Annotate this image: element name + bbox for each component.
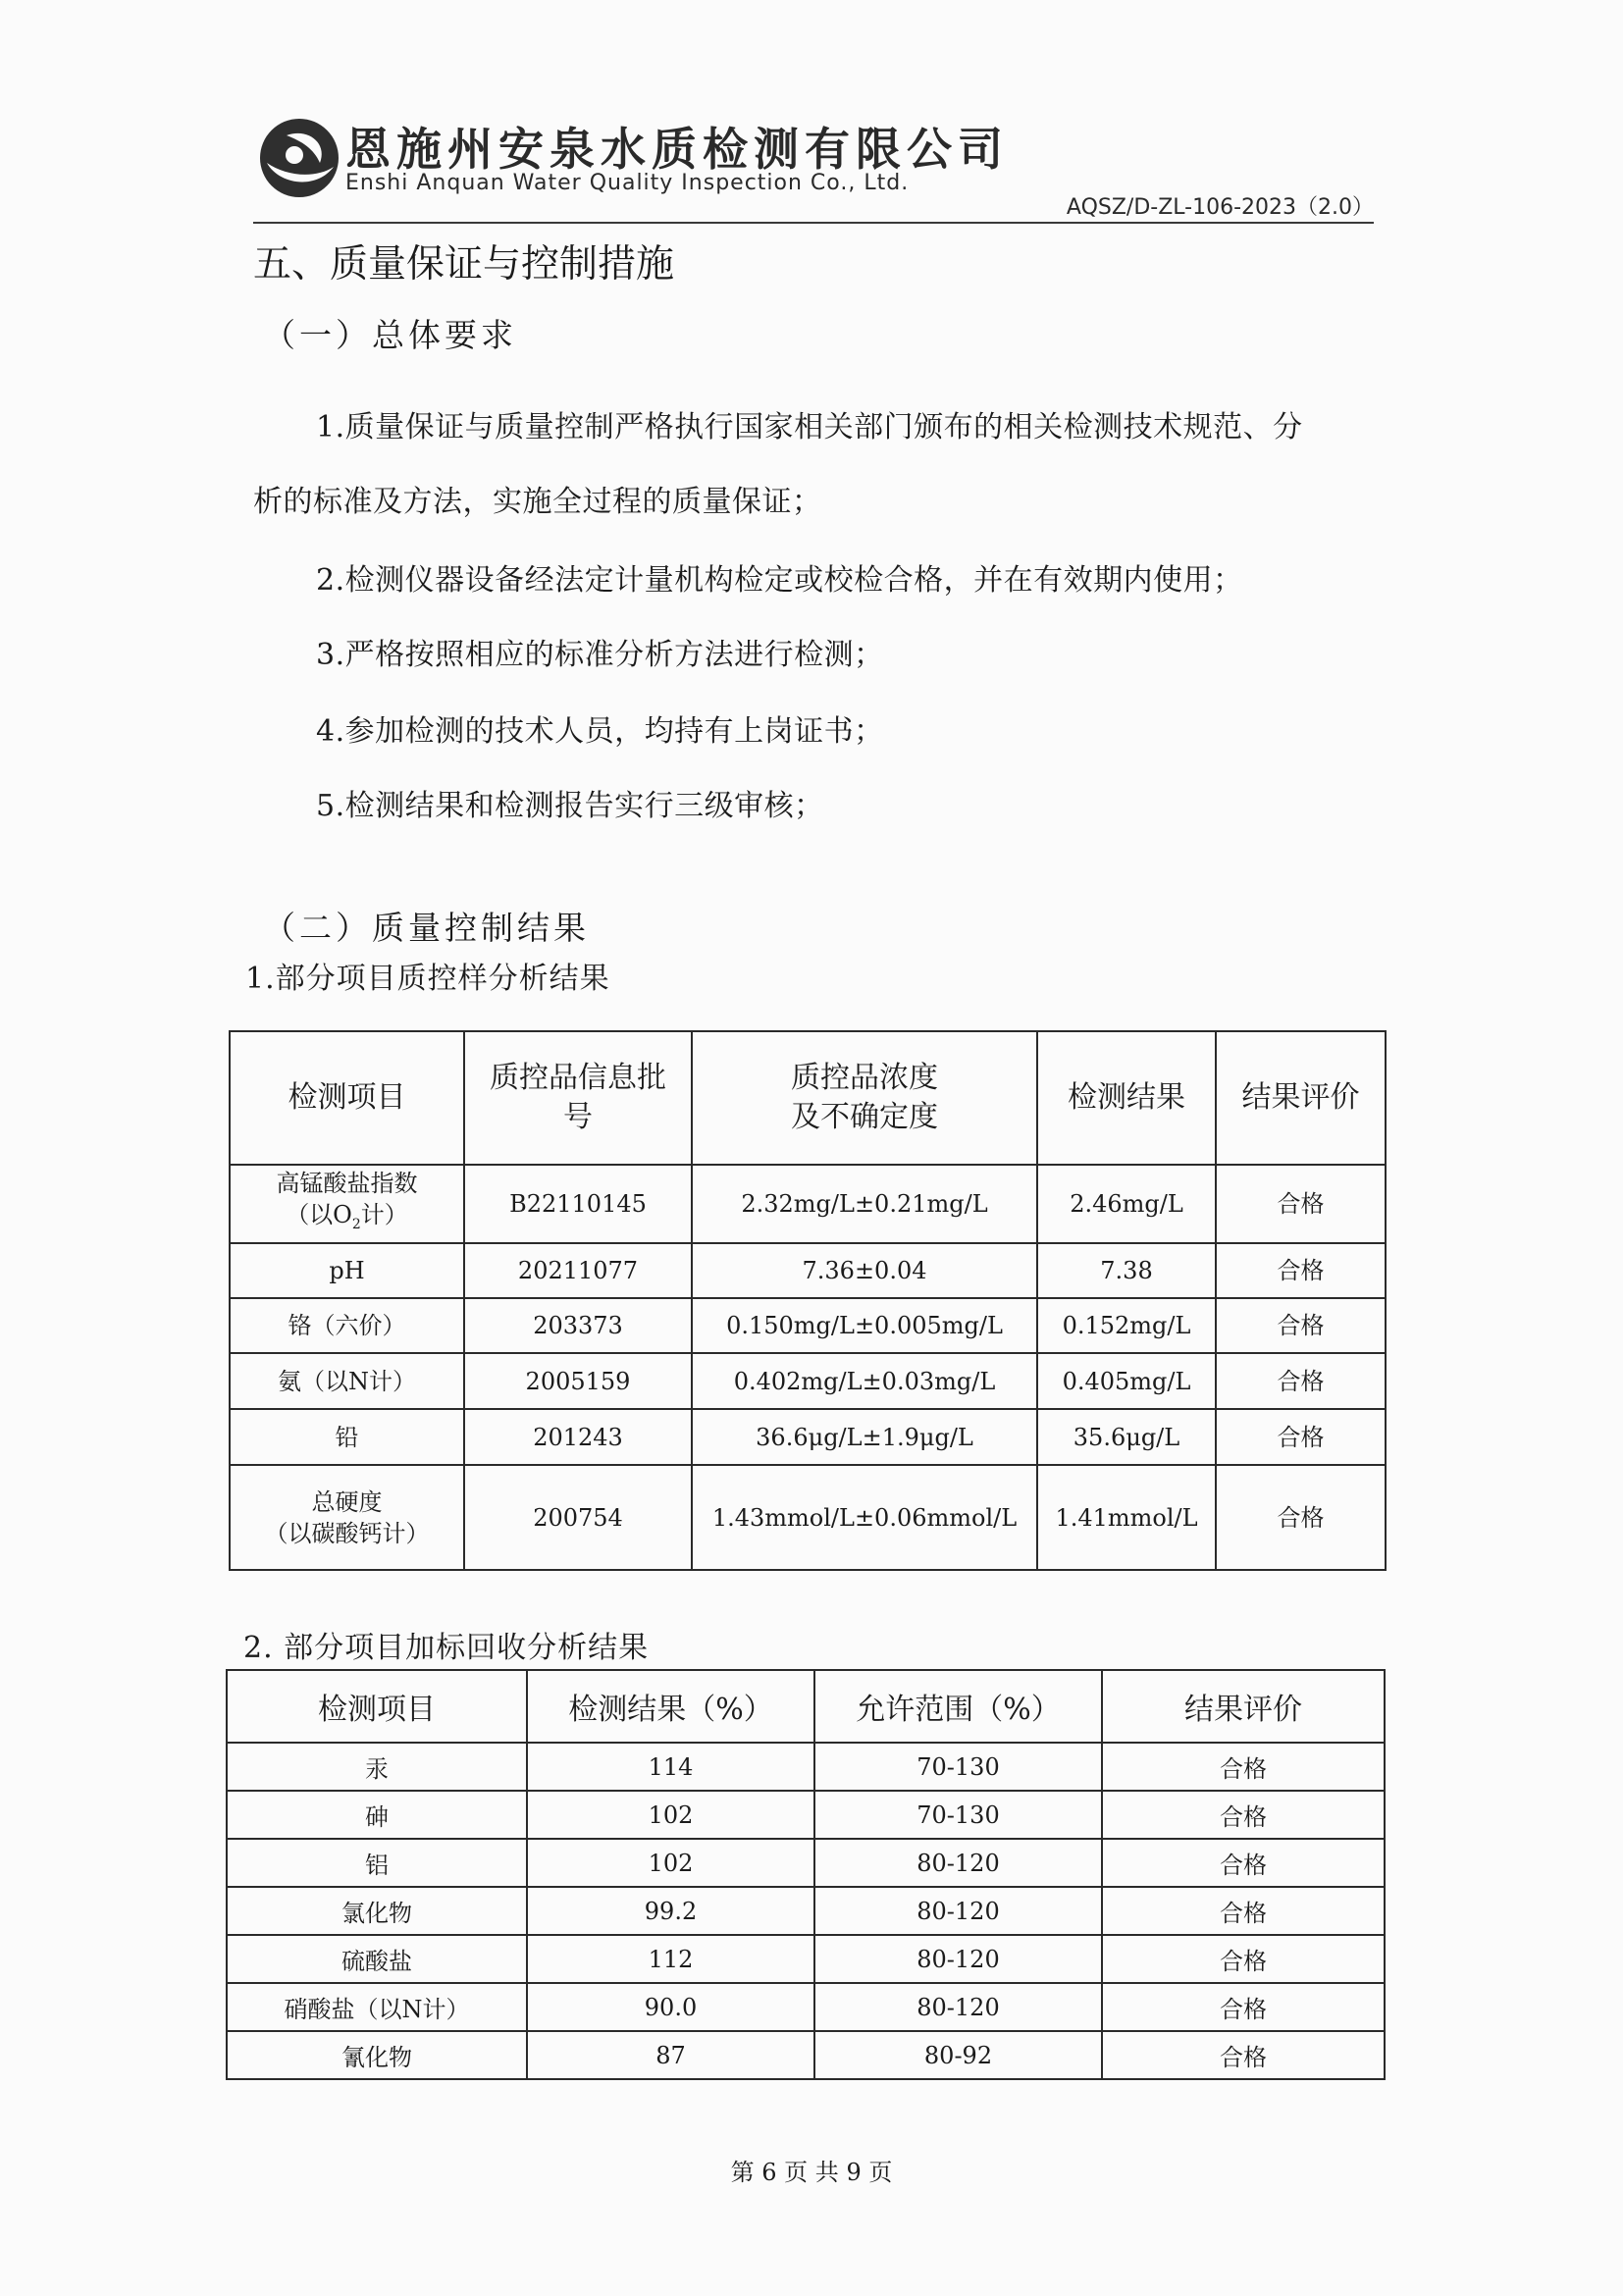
table-row <box>230 1465 1386 1570</box>
table-cell-result: 102 <box>527 1839 814 1887</box>
table-row <box>230 1409 1386 1465</box>
table-cell-batch: 201243 <box>464 1409 692 1465</box>
requirement-item-1-cont: 析的标准及方法，实施全过程的质量保证； <box>253 485 822 519</box>
table-cell-item: 硝酸盐（以N计） <box>227 1983 527 2031</box>
table-cell-batch: 2005159 <box>464 1353 692 1409</box>
table-cell-item: 砷 <box>227 1791 527 1839</box>
table-cell-result: 2.46mg/L <box>1037 1165 1216 1243</box>
table-cell-evaluation: 合格 <box>1216 1298 1386 1353</box>
table-cell-range: 80-120 <box>814 1983 1102 2031</box>
general-requirements-title: （一）总体要求 <box>263 316 517 354</box>
company-name-cn: 恩施州安泉水质检测有限公司 <box>345 123 1009 176</box>
table-cell-evaluation: 合格 <box>1216 1465 1386 1570</box>
table-cell-item: 氯化物 <box>227 1887 527 1935</box>
column-header: 结果评价 <box>1216 1031 1386 1165</box>
table-cell-concentration: 0.402mg/L±0.03mg/L <box>692 1353 1037 1409</box>
table-cell-evaluation: 合格 <box>1102 2031 1385 2079</box>
column-header: 质控品浓度 及不确定度 <box>692 1031 1037 1165</box>
page-number: 第 6 页 共 9 页 <box>730 2159 893 2186</box>
qc-results-title: （二）质量控制结果 <box>263 909 590 947</box>
column-header: 检测项目 <box>230 1031 464 1165</box>
table-row <box>227 1743 1385 1791</box>
column-header: 检测项目 <box>227 1670 527 1743</box>
table-row <box>230 1353 1386 1409</box>
table-cell-range: 80-120 <box>814 1935 1102 1983</box>
table-cell-range: 80-120 <box>814 1839 1102 1887</box>
table-cell-evaluation: 合格 <box>1102 1839 1385 1887</box>
table-cell-item: 汞 <box>227 1743 527 1791</box>
table-cell-evaluation: 合格 <box>1102 1983 1385 2031</box>
table-row <box>230 1165 1386 1243</box>
table-cell-item: 铝 <box>227 1839 527 1887</box>
table-cell-batch: 203373 <box>464 1298 692 1353</box>
table-row <box>230 1243 1386 1298</box>
table-cell-evaluation: 合格 <box>1216 1165 1386 1243</box>
table-cell-concentration: 1.43mmol/L±0.06mmol/L <box>692 1465 1037 1570</box>
table-cell-item: 高锰酸盐指数 （以$O_2$计） <box>230 1165 464 1243</box>
spike-recovery-table <box>226 1669 1386 2080</box>
table-cell-result: 35.6μg/L <box>1037 1409 1216 1465</box>
qc-sample-table <box>229 1030 1387 1571</box>
table-row <box>227 1887 1385 1935</box>
table-cell-concentration: 7.36±0.04 <box>692 1243 1037 1298</box>
table-cell-evaluation: 合格 <box>1102 1887 1385 1935</box>
table-row <box>227 1839 1385 1887</box>
table-cell-range: 80-120 <box>814 1887 1102 1935</box>
table-cell-concentration: 36.6μg/L±1.9μg/L <box>692 1409 1037 1465</box>
table-header-row <box>227 1670 1385 1743</box>
column-header: 结果评价 <box>1102 1670 1385 1743</box>
table-cell-batch: B22110145 <box>464 1165 692 1243</box>
document-code: AQSZ/D-ZL-106-2023（2.0） <box>1066 195 1374 220</box>
table-cell-result: 114 <box>527 1743 814 1791</box>
table-cell-batch: 200754 <box>464 1465 692 1570</box>
table-cell-range: 80-92 <box>814 2031 1102 2079</box>
table-cell-item: 铬（六价） <box>230 1298 464 1353</box>
table-cell-result: 87 <box>527 2031 814 2079</box>
column-header: 质控品信息批 号 <box>464 1031 692 1165</box>
section-title: 五、质量保证与控制措施 <box>253 242 675 287</box>
qc-table1-title: 1.部分项目质控样分析结果 <box>245 962 610 996</box>
table-cell-evaluation: 合格 <box>1216 1409 1386 1465</box>
table-cell-evaluation: 合格 <box>1102 1791 1385 1839</box>
table-cell-concentration: 2.32mg/L±0.21mg/L <box>692 1165 1037 1243</box>
table-cell-concentration: 0.150mg/L±0.005mg/L <box>692 1298 1037 1353</box>
table-cell-item: 硫酸盐 <box>227 1935 527 1983</box>
table-cell-result: 102 <box>527 1791 814 1839</box>
column-header: 检测结果 <box>1037 1031 1216 1165</box>
table-cell-result: 7.38 <box>1037 1243 1216 1298</box>
column-header: 允许范围（%） <box>814 1670 1102 1743</box>
requirement-item-1: 1.质量保证与质量控制严格执行国家相关部门颁布的相关检测技术规范、分 <box>316 410 1303 444</box>
table-cell-item: 氰化物 <box>227 2031 527 2079</box>
table-cell-range: 70-130 <box>814 1743 1102 1791</box>
company-name-en: Enshi Anquan Water Quality Inspection Co., Ltd. <box>345 171 910 195</box>
table-cell-evaluation: 合格 <box>1102 1935 1385 1983</box>
table-cell-result: 99.2 <box>527 1887 814 1935</box>
table-cell-range: 70-130 <box>814 1791 1102 1839</box>
table-row <box>227 1935 1385 1983</box>
requirement-item-2: 2.检测仪器设备经法定计量机构检定或校检合格，并在有效期内使用； <box>316 563 1243 598</box>
table-cell-evaluation: 合格 <box>1102 1743 1385 1791</box>
table-cell-result: 1.41mmol/L <box>1037 1465 1216 1570</box>
table-cell-result: 0.152mg/L <box>1037 1298 1216 1353</box>
table-header-row <box>230 1031 1386 1165</box>
table-row <box>227 1983 1385 2031</box>
requirement-item-3: 3.严格按照相应的标准分析方法进行检测； <box>316 638 884 672</box>
table-row <box>227 1791 1385 1839</box>
company-logo-icon <box>257 116 341 200</box>
qc-table2-title: 2. 部分项目加标回收分析结果 <box>243 1631 650 1665</box>
table-row <box>227 2031 1385 2079</box>
table-cell-item: 总硬度 （以碳酸钙计） <box>230 1465 464 1570</box>
table-cell-evaluation: 合格 <box>1216 1353 1386 1409</box>
requirement-item-5: 5.检测结果和检测报告实行三级审核； <box>316 789 824 823</box>
column-header: 检测结果（%） <box>527 1670 814 1743</box>
header-divider <box>253 222 1374 224</box>
table-cell-batch: 20211077 <box>464 1243 692 1298</box>
table-row <box>230 1298 1386 1353</box>
table-cell-item: pH <box>230 1243 464 1298</box>
table-cell-item: 氨（以N计） <box>230 1353 464 1409</box>
table-cell-evaluation: 合格 <box>1216 1243 1386 1298</box>
requirement-item-4: 4.参加检测的技术人员，均持有上岗证书； <box>316 714 884 749</box>
table-cell-result: 112 <box>527 1935 814 1983</box>
table-cell-result: 0.405mg/L <box>1037 1353 1216 1409</box>
table-cell-item: 铅 <box>230 1409 464 1465</box>
table-cell-result: 90.0 <box>527 1983 814 2031</box>
